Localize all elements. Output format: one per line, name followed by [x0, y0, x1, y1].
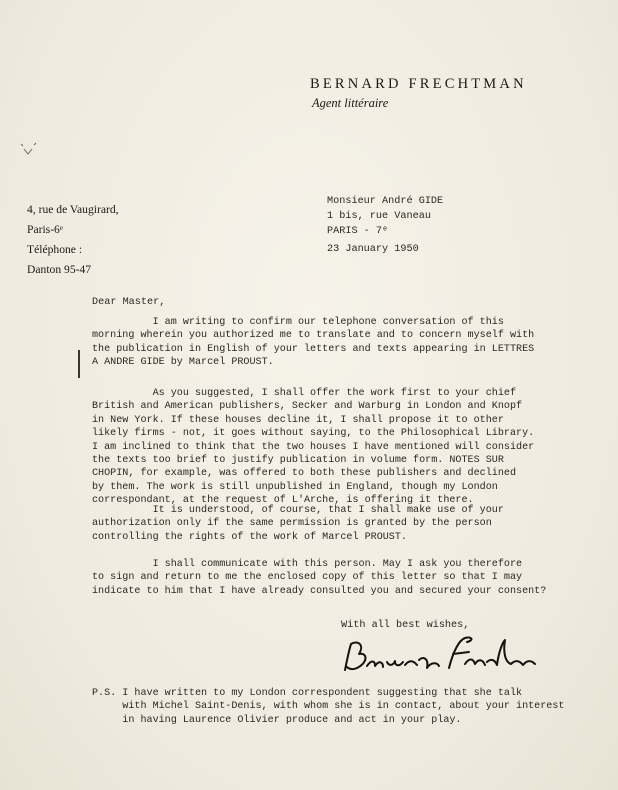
- pencil-tick-mark: [19, 140, 43, 160]
- sender-phone: Danton 95-47: [27, 263, 92, 276]
- letterhead-name: BERNARD FRECHTMAN: [310, 76, 527, 92]
- recipient-name: Monsieur André GIDE: [327, 196, 444, 207]
- closing: With all best wishes,: [341, 620, 470, 631]
- recipient-address: [327, 194, 443, 239]
- body-paragraph-4: I shall communicate with this person. May I ask you therefore to sign and return to me the enclosed copy of this letter so that I may indicate to him that I have already consulted you and secured your consent?: [92, 559, 547, 597]
- salutation: Dear Master,: [92, 297, 166, 308]
- body-paragraph-3: It is understood, of course, that I shall make use of your authorization only if the same permission is granted by the person controlling the rights of the work of Marcel PROUST.: [92, 505, 504, 543]
- margin-line-mark: [78, 350, 80, 378]
- sender-city: Paris-6ᵉ: [27, 223, 63, 236]
- recipient-street: 1 bis, rue Vaneau: [327, 211, 431, 222]
- body-paragraph-1: I am writing to confirm our telephone conversation of this morning wherein you authorized me to translate and to concern myself with the publication in English of your letters and texts appearing in LETTRES A ANDRE GIDE by Marcel PROUST.: [92, 317, 535, 369]
- sender-street: 4, rue de Vaugirard,: [27, 203, 119, 216]
- sender-phone-label: Téléphone :: [27, 243, 83, 256]
- recipient-city: PARIS - 7ᵉ: [327, 226, 389, 237]
- body-paragraph-2: As you suggested, I shall offer the work first to your chief British and American publishers, Secker and Warburg in London and Knopf in New York. If these houses decline it, I shall propose it to other likely firms - not, it goes without saying, to the Philosophical Library. I am inclined to think that the two houses I have mentioned will consider the texts too brief to justify publication in volume form. NOTES SUR CHOPIN, for example, was offered to both these publishers and declined by them. The work is still unpublished in England, though my London correspondant, at the request of L'Arche, is offering it there.: [92, 388, 535, 507]
- postscript: P.S. I have written to my London correspondent suggesting that she talk with Michel Saint-Denis, with whom she is in contact, about your interest in having Laurence Olivier produce and act in your play.: [92, 688, 565, 726]
- handwritten-signature: [337, 632, 547, 682]
- letter-date: 23 January 1950: [327, 244, 419, 255]
- letterhead-title: Agent littéraire: [312, 96, 389, 110]
- sender-address: [27, 200, 119, 280]
